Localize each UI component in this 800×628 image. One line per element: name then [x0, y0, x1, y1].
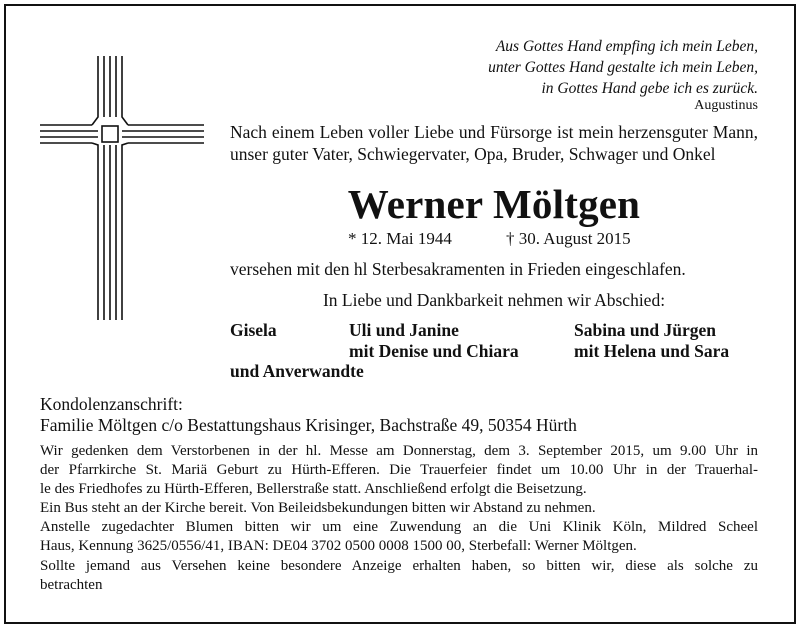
family-member: mit Denise und Chiara: [349, 341, 519, 361]
motto-quote: [488, 36, 758, 99]
cross-icon: [40, 56, 210, 326]
sacrament-text: versehen mit den hl Sterbesakramenten in Frieden eingeschlafen.: [230, 259, 686, 279]
family-member: Uli und Janine: [349, 320, 459, 340]
family-member: Sabina und Jürgen: [574, 320, 717, 340]
notice-line: le des Friedhofes zu Hürth-Efferen, Bellerstraße statt. Anschließend erfolgt die Beisetzung.: [40, 481, 587, 498]
farewell-text: In Liebe und Dankbarkeit nehmen wir Abschied:: [322, 290, 666, 310]
motto-line: unter Gottes Hand gestalte ich mein Leben,: [488, 59, 758, 76]
deceased-name: Werner Möltgen: [347, 181, 641, 227]
notice-line: Haus, Kennung 3625/0556/41, IBAN: DE04 3702 0500 0008 1500 00, Sterbefall: Werner Möltgen.: [40, 538, 637, 555]
address-text: Familie Möltgen c/o Bestattungshaus Krisinger, Bachstraße 49, 50354 Hürth: [40, 415, 577, 435]
notice-line: der Pfarrkirche St. Mariä Geburt zu Hürth-Efferen. Die Trauerfeier findet um 10.00 Uhr in der Trauerhal-: [40, 462, 758, 479]
family-relatives: und Anverwandte: [230, 361, 364, 381]
address-label: Kondolenzanschrift:: [40, 394, 183, 414]
notice-line: Ein Bus steht an der Kirche bereit. Von Beileidsbekundungen bitten wir Abstand zu nehmen.: [40, 500, 596, 517]
notice-line: Anstelle zugedachter Blumen bitten wir um eine Zuwendung an die Uni Klinik Köln, Mildred Scheel: [40, 519, 758, 536]
motto-line: Aus Gottes Hand empfing ich mein Leben,: [495, 38, 758, 55]
motto-author: Augustinus: [694, 98, 758, 113]
notice-line: Sollte jemand aus Versehen keine besondere Anzeige erhalten haben, so bitten wir, diese als solche zu: [40, 557, 758, 574]
family-member: mit Helena und Sara: [574, 341, 730, 361]
notice-line: betrachten: [40, 576, 103, 593]
death-date: † 30. August 2015: [506, 229, 631, 248]
birth-date: * 12. Mai 1944: [348, 229, 452, 248]
condolence-address: [40, 394, 577, 436]
motto-line: in Gottes Hand gebe ich es zurück.: [541, 80, 758, 97]
intro-text: Nach einem Leben voller Liebe und Fürsorge ist mein herzensguter Mann, unser guter Vater, Schwiegervater, Opa, Bruder, Schwager und Onkel: [230, 122, 758, 164]
service-notice: [40, 442, 758, 595]
notice-line: Wir gedenken dem Verstorbenen in der hl. Messe am Donnerstag, dem 3. September 2015, um 9.00 Uhr in: [40, 443, 758, 459]
family-member: Gisela: [230, 320, 277, 340]
